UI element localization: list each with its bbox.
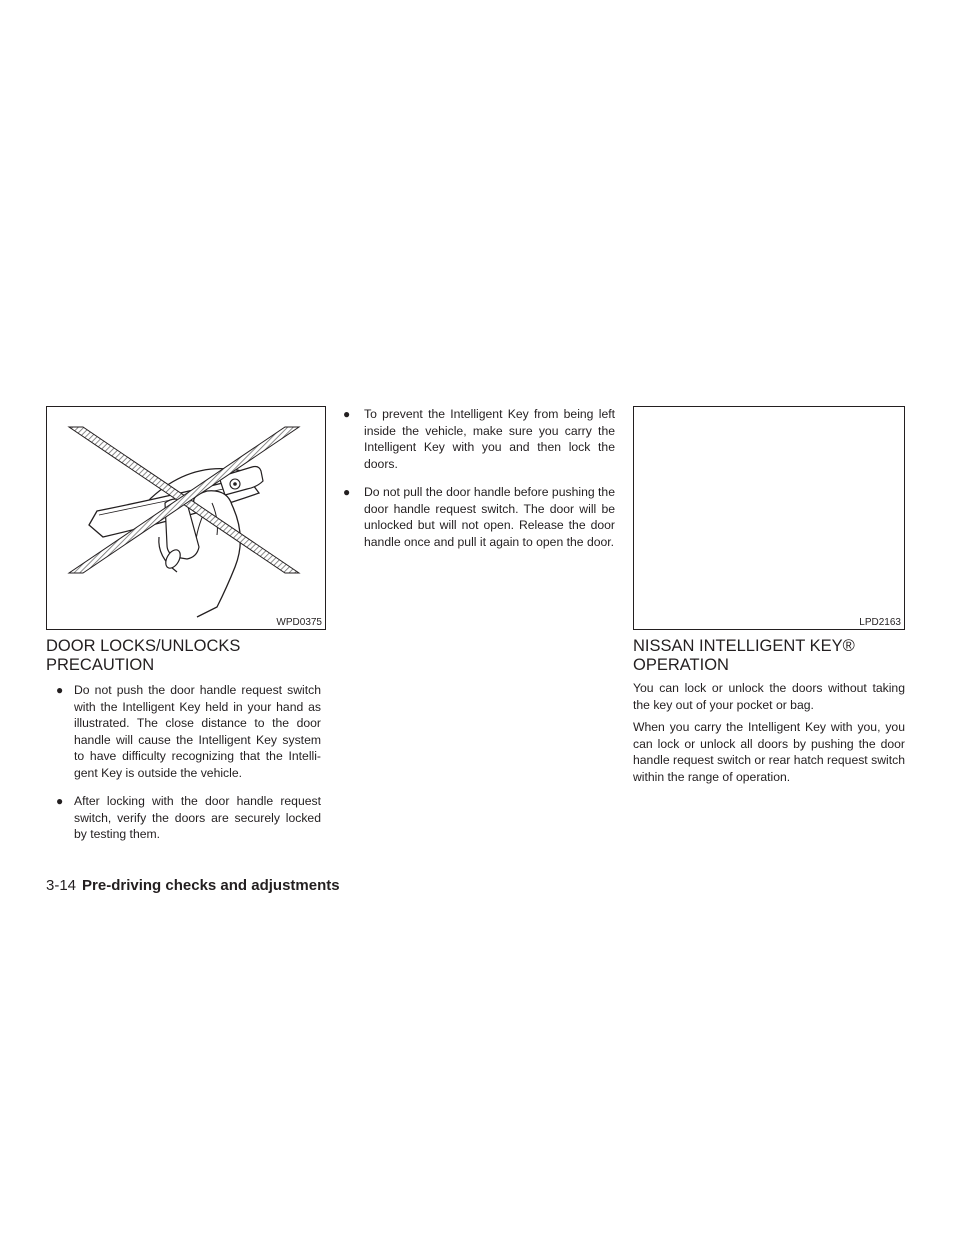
- figure-intelligent-key-operation: [633, 406, 905, 630]
- chapter-title: Pre-driving checks and adjustments: [82, 877, 340, 894]
- bullet-icon: ●: [343, 485, 351, 499]
- figure-code: WPD0375: [276, 617, 322, 628]
- bullet-icon: ●: [56, 683, 64, 697]
- list-item: [46, 793, 321, 843]
- list-item: [340, 484, 615, 550]
- body-paragraph: You can lock or unlock the doors without taking the key out of your pocket or bag.: [633, 681, 905, 712]
- page-number: 3-14: [46, 877, 77, 894]
- figure-door-handle-prohibited: [46, 406, 326, 630]
- bullet-icon: ●: [343, 407, 351, 421]
- body-paragraph: When you carry the Intelligent Key with you, you can lock or unlock all doors by pushing the door handle request switch or rear hatch request switch within the range of operation.: [633, 720, 905, 784]
- list-item: [46, 682, 321, 781]
- page-footer: [46, 877, 340, 895]
- list-item: [340, 406, 615, 472]
- section-heading-intelligent-key: NISSAN INTELLIGENT KEY® OPERATION: [633, 637, 855, 674]
- figure-code: LPD2163: [859, 617, 901, 628]
- list-item-text: After locking with the door handle request switch, verify the doors are securely locked by testing them.: [74, 794, 321, 841]
- prohibited-hand-holding-key-at-door-handle-icon: [47, 407, 325, 629]
- section-heading-door-locks: DOOR LOCKS/UNLOCKS PRECAUTION: [46, 637, 241, 674]
- list-item-text: To prevent the Intelligent Key from being left inside the vehicle, make sure you carry the Intelligent Key with you and then lock the doors.: [364, 407, 615, 471]
- list-item-text: Do not pull the door handle before pushing the door handle request switch. The door will be unlocked but will not open. Release the door handle once and pull it again to open the door.: [364, 485, 615, 549]
- precaution-list: [46, 682, 321, 855]
- list-item-text: Do not push the door handle request switch with the Intelligent Key held in your hand as illustrated. The close distance to the door handle will cause the Intelligent Key system to have difficulty recognizing that the Intelli-gent Key is outside the vehicle.: [74, 683, 321, 780]
- bullet-icon: ●: [56, 794, 64, 808]
- precaution-list-continued: [340, 406, 615, 562]
